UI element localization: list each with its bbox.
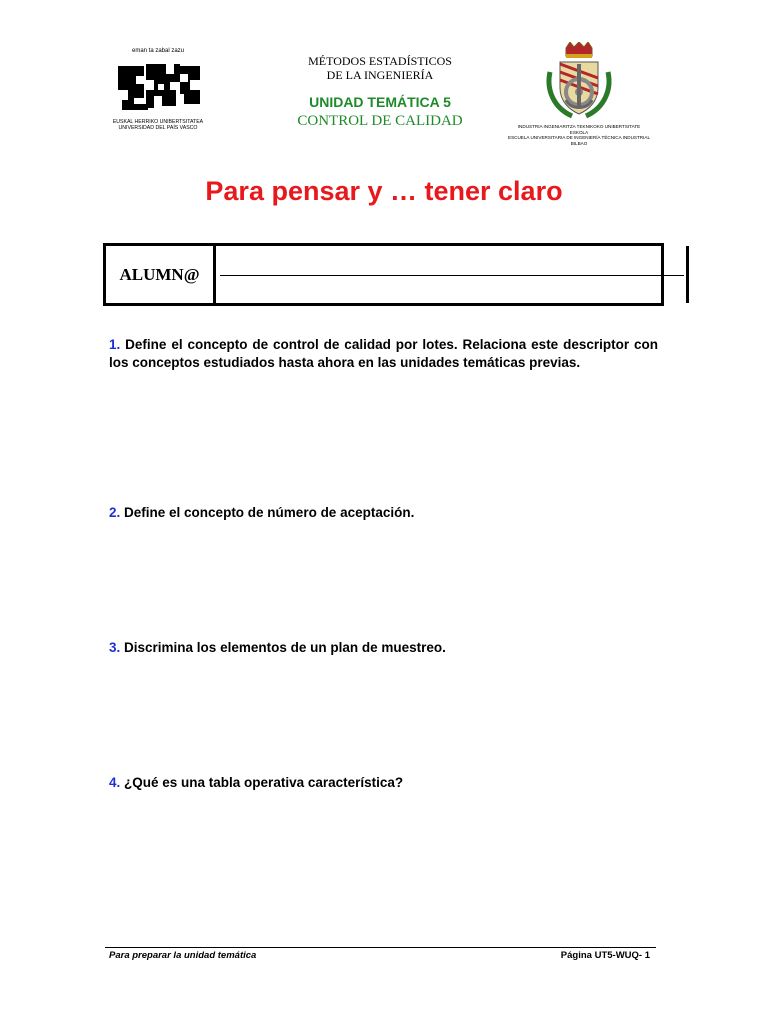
question-number: 4. bbox=[109, 775, 121, 790]
question-2 bbox=[109, 504, 658, 522]
logo-caption: EUSKAL HERRIKO UNIBERTSITATEA UNIVERSIDAD DEL PAÍS VASCO bbox=[112, 119, 204, 131]
crest-caption: INDUSTRIA INGENIARITZA TEKNIKOKO UNIBERTSITATE ESKOLA ESCUELA UNIVERSITARIA DE INGENIERÍA TÉCNICA INDUSTRIAL BILBAO bbox=[508, 124, 651, 146]
question-number: 1. bbox=[109, 337, 121, 352]
student-name-box bbox=[103, 243, 664, 306]
footer-note: Para preparar la unidad temática bbox=[109, 950, 257, 961]
name-underline bbox=[220, 275, 684, 276]
question-3 bbox=[109, 639, 658, 657]
question-4 bbox=[109, 774, 658, 792]
logo-motto: eman ta zabal zazu bbox=[131, 48, 185, 54]
unit-title: UNIDAD TEMÁTICA 5 bbox=[309, 94, 451, 110]
school-crest-logo bbox=[508, 42, 651, 146]
unit-subtitle: CONTROL DE CALIDAD bbox=[297, 113, 463, 129]
question-number: 3. bbox=[109, 640, 121, 655]
question-text: Discrimina los elementos de un plan de muestreo. bbox=[124, 640, 446, 655]
question-text: Define el concepto de control de calidad por lotes. Relaciona este descriptor con los conceptos estudiados hasta ahora en las unidades temáticas previas. bbox=[109, 337, 658, 370]
upv-ehu-emblem-icon bbox=[114, 60, 202, 116]
question-number: 2. bbox=[109, 505, 121, 520]
crest-icon bbox=[536, 42, 622, 122]
student-name-field[interactable] bbox=[218, 246, 689, 303]
footer-divider bbox=[105, 947, 656, 948]
upv-ehu-logo bbox=[108, 48, 208, 138]
question-text: Define el concepto de número de aceptación. bbox=[124, 505, 415, 520]
question-1 bbox=[109, 336, 658, 372]
page-title: Para pensar y … tener claro bbox=[205, 176, 563, 206]
question-text: ¿Qué es una tabla operativa característica? bbox=[124, 775, 404, 790]
course-title: MÉTODOS ESTADÍSTICOS DE LA INGENIERÍA bbox=[308, 54, 452, 82]
page-number: Página UT5-WUQ- 1 bbox=[560, 950, 650, 961]
student-label: ALUMN@ bbox=[106, 246, 216, 303]
